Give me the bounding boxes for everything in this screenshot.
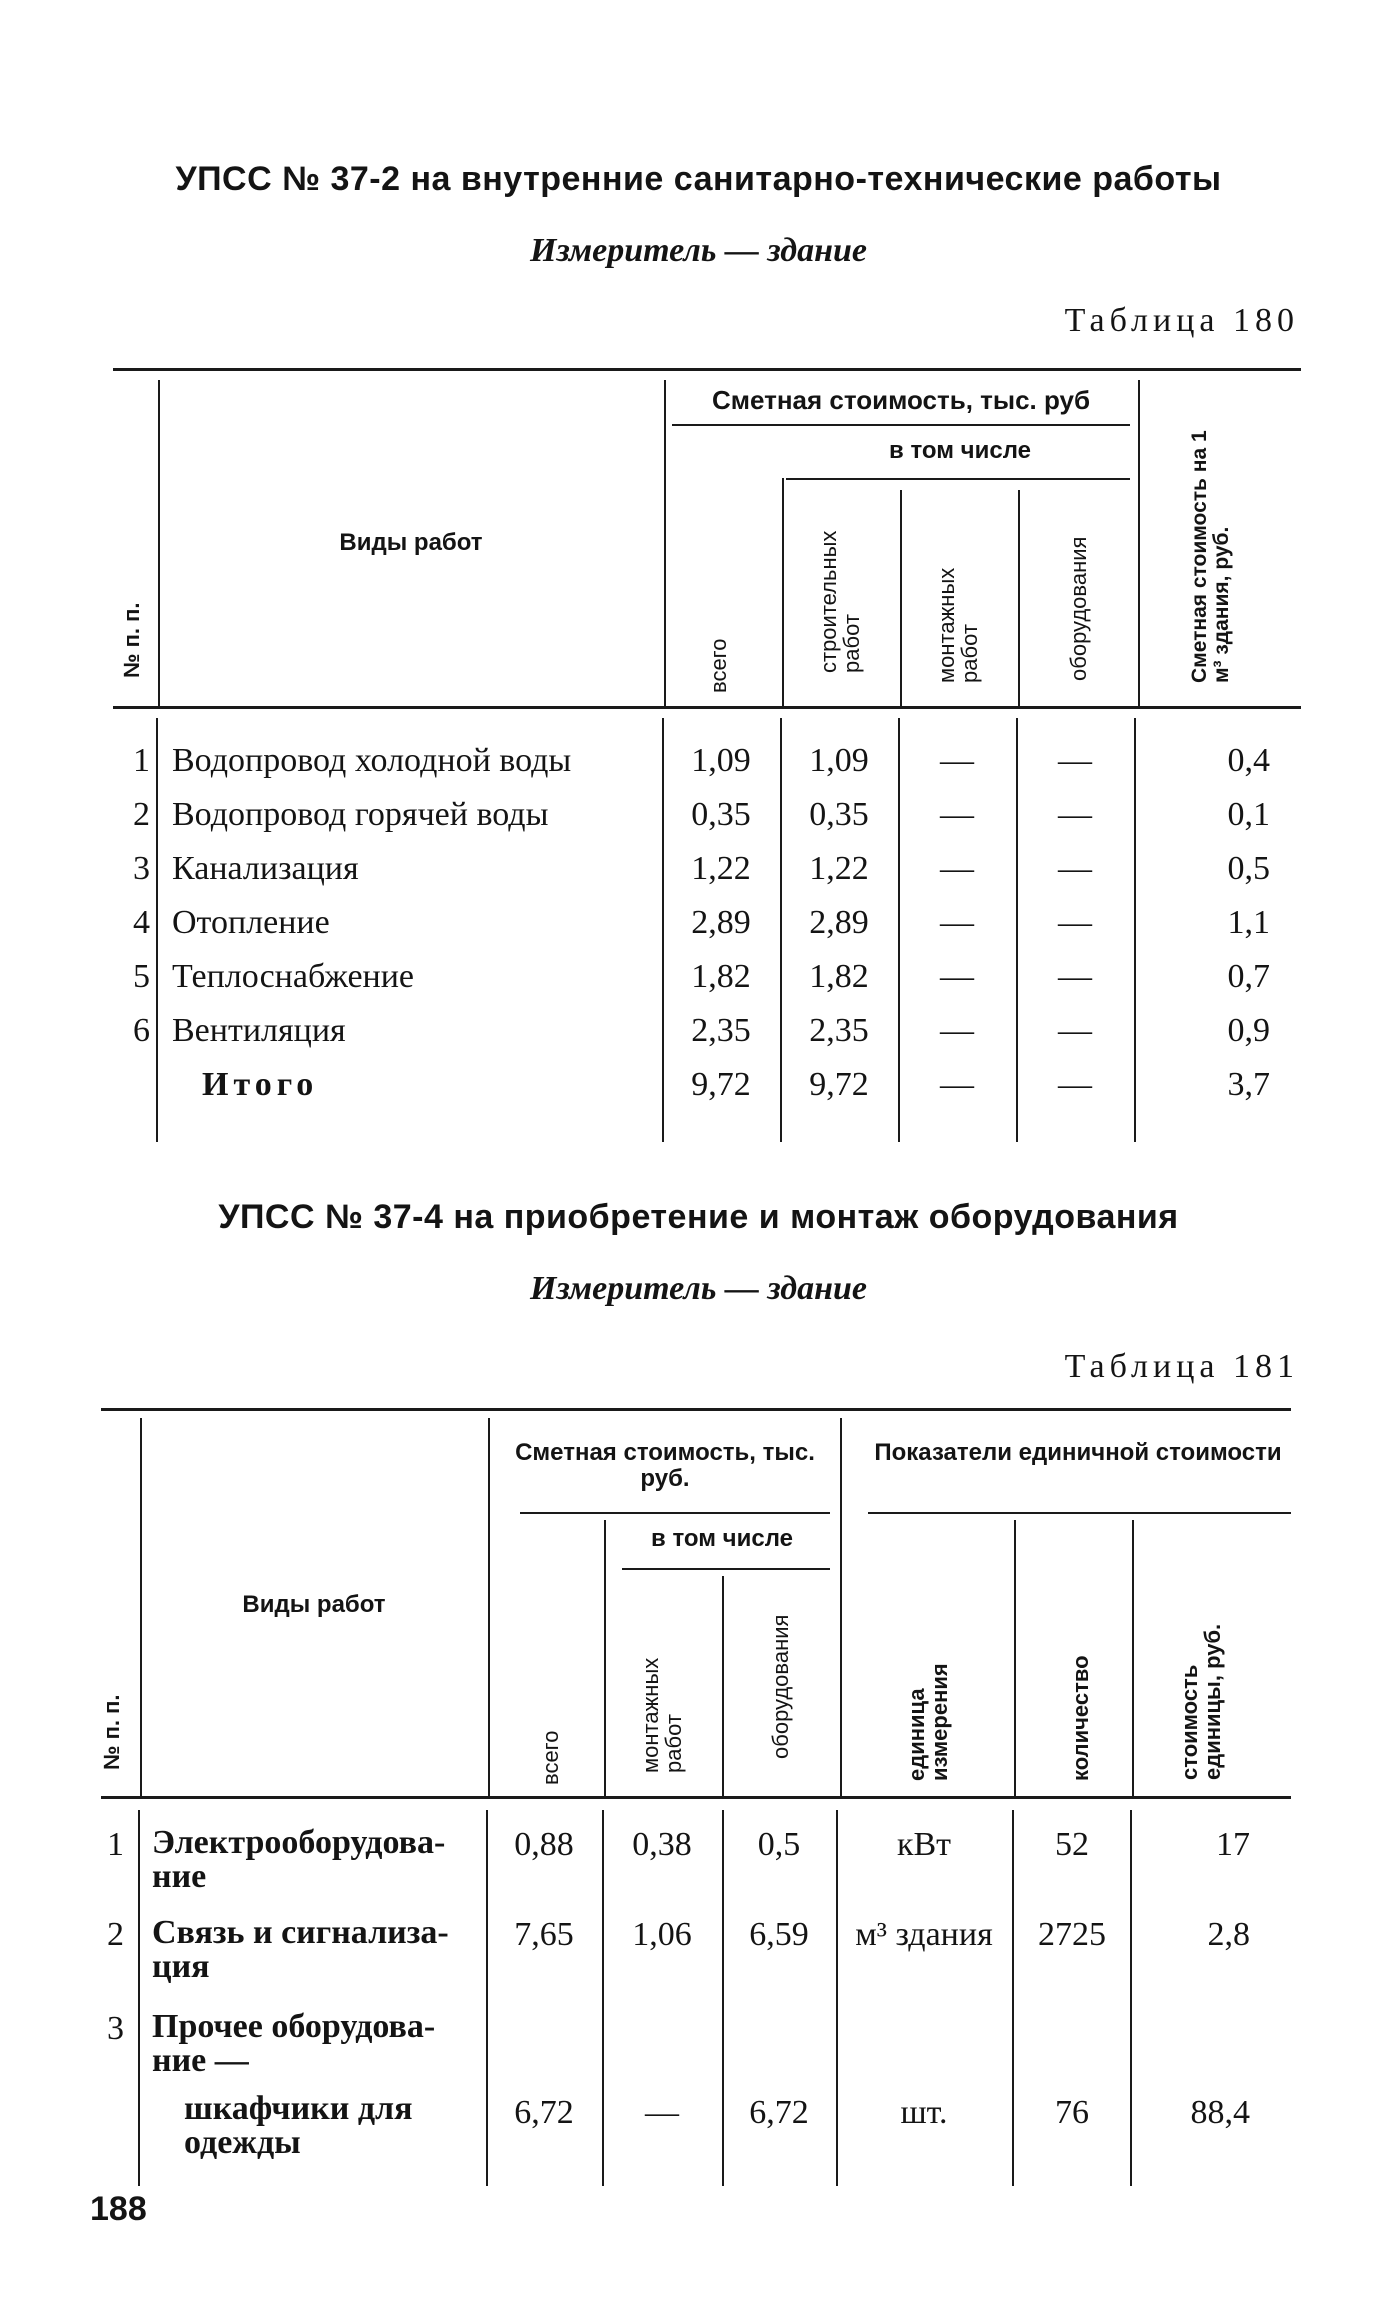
t180-cell-constr: 1,09 [809,742,869,779]
t181-header-indicators: Показатели единичной стоимости [874,1439,1282,1466]
t181-cell-name: Электрооборудова-ние [152,1824,446,1895]
t181-cell-ucost: 2,8 [1207,1916,1250,1953]
t180-cell-per_m3: 3,7 [1227,1066,1270,1103]
t180-header-kind: Виды работ [339,529,483,556]
t180-cell-name: Водопровод холодной воды [172,742,572,779]
t181-cell-num: 3 [107,2010,124,2047]
t181-header-unit-cost: стоимость единицы, руб. [1177,1623,1226,1780]
t180-cell-total: 0,35 [691,796,751,833]
t181-header-num: № п. п. [99,1694,124,1770]
t181-cell-ucost: 88,4 [1190,2094,1250,2131]
t180-cell-total: 9,72 [691,1066,751,1103]
t180-cell-total: 2,89 [691,904,751,941]
t181-cell-install: — [645,2094,679,2131]
t180-header-construction: строительных работ [816,530,865,673]
t180-cell-per_m3: 1,1 [1227,904,1270,941]
t180-cell-total: 1,09 [691,742,751,779]
t181-cell-num: 1 [107,1826,124,1863]
t181-header-installation: монтажных работ [638,1657,687,1773]
t180-cell-install: — [940,850,974,887]
t180-cell-name: Вентиляция [172,1012,346,1049]
t181-cell-qty: 52 [1055,1826,1089,1863]
t181-header-quantity: количество [1068,1655,1093,1781]
t181-cell-unit: шт. [900,2094,948,2131]
t180-cell-equip: — [1058,1012,1092,1049]
t180-cell-equip: — [1058,742,1092,779]
section1-heading: УПСС № 37-2 на внутренние санитарно-технические работы [175,160,1222,198]
t180-cell-constr: 1,82 [809,958,869,995]
t180-cell-name: Итого [202,1066,319,1103]
t181-header-incl: в том числе [651,1525,793,1552]
t181-cell-equip: 6,72 [749,2094,809,2131]
t180-cell-per_m3: 0,1 [1227,796,1270,833]
t181-cell-ucost: 17 [1216,1826,1250,1863]
t181-header-unit: единица измерения [904,1663,953,1781]
t180-cell-constr: 2,89 [809,904,869,941]
t180-cell-install: — [940,1012,974,1049]
t181-header-kind: Виды работ [242,1591,386,1618]
t181-cell-name: Прочее оборудова-ние — [152,2008,436,2079]
t181-header-total: всего [538,1730,563,1785]
t181-cell-qty: 2725 [1038,1916,1106,1953]
t180-header-incl: в том числе [889,437,1031,464]
t180-cell-num: 2 [133,796,150,833]
t180-header-per-m3: Сметная стоимость на 1 м³ здания, руб. [1188,430,1234,683]
t180-cell-equip: — [1058,850,1092,887]
t181-cell-num: 2 [107,1916,124,1953]
section1-subheading: Измеритель — здание [530,232,867,269]
t180-cell-name: Водопровод горячей воды [172,796,549,833]
section2-heading: УПСС № 37-4 на приобретение и монтаж оборудования [218,1198,1179,1236]
t181-header-cost-group: Сметная стоимость, тыс. руб. [515,1439,815,1493]
t180-cell-per_m3: 0,9 [1227,1012,1270,1049]
t180-cell-per_m3: 0,4 [1227,742,1270,779]
t180-cell-constr: 1,22 [809,850,869,887]
table180-label: Таблица 180 [1064,302,1299,339]
t180-cell-total: 2,35 [691,1012,751,1049]
t180-cell-num: 3 [133,850,150,887]
t180-cell-name: Теплоснабжение [172,958,415,995]
t180-header-num: № п. п. [119,602,144,678]
table181-label: Таблица 181 [1064,1348,1299,1385]
t181-cell-subname: шкафчики для одежды [184,2090,413,2161]
section2-subheading: Измеритель — здание [530,1270,867,1307]
t180-header-equipment: оборудования [1066,536,1091,681]
t181-cell-total: 6,72 [514,2094,574,2131]
t180-cell-name: Отопление [172,904,330,941]
t180-cell-per_m3: 0,5 [1227,850,1270,887]
t180-cell-constr: 0,35 [809,796,869,833]
page-number: 188 [90,2190,147,2228]
t180-cell-install: — [940,1066,974,1103]
t180-cell-install: — [940,796,974,833]
t180-cell-name: Канализация [172,850,359,887]
t181-cell-total: 0,88 [514,1826,574,1863]
t180-cell-install: — [940,904,974,941]
t181-cell-qty: 76 [1055,2094,1089,2131]
t180-cell-total: 1,82 [691,958,751,995]
t180-header-installation: монтажных работ [934,567,983,683]
t181-cell-install: 0,38 [632,1826,692,1863]
t181-header-equipment: оборудования [768,1614,793,1759]
t180-cell-equip: — [1058,958,1092,995]
t180-cell-install: — [940,958,974,995]
t180-cell-per_m3: 0,7 [1227,958,1270,995]
t181-cell-name: Связь и сигнализа-ция [152,1914,449,1985]
t180-cell-constr: 9,72 [809,1066,869,1103]
t180-cell-num: 6 [133,1012,150,1049]
t180-cell-constr: 2,35 [809,1012,869,1049]
t180-header-cost-group: Сметная стоимость, тыс. руб [711,385,1091,415]
t180-cell-equip: — [1058,904,1092,941]
t181-cell-unit: м³ здания [855,1916,993,1953]
t180-cell-equip: — [1058,796,1092,833]
t181-cell-total: 7,65 [514,1916,574,1953]
t180-header-total: всего [706,638,731,693]
t180-cell-num: 4 [133,904,150,941]
t180-cell-num: 1 [133,742,150,779]
t180-cell-num: 5 [133,958,150,995]
t181-cell-unit: кВт [896,1826,952,1863]
t180-cell-equip: — [1058,1066,1092,1103]
t180-cell-total: 1,22 [691,850,751,887]
t181-cell-equip: 6,59 [749,1916,809,1953]
t180-cell-install: — [940,742,974,779]
t181-cell-equip: 0,5 [757,1826,801,1863]
t181-cell-install: 1,06 [632,1916,692,1953]
